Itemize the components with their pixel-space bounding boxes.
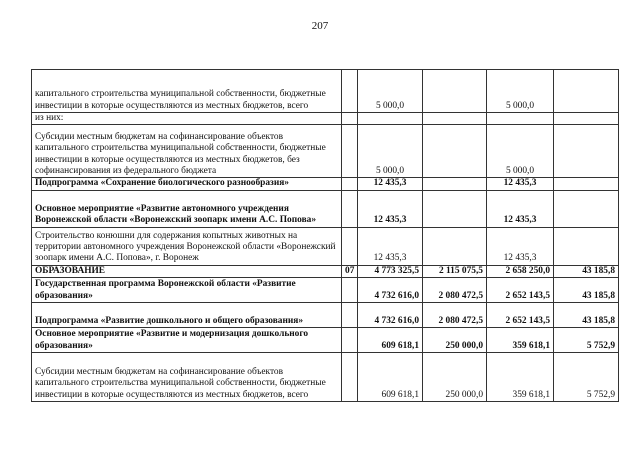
value-col2: 2 080 472,5	[423, 303, 487, 328]
value-col2: 250 000,0	[423, 353, 487, 402]
section-code	[342, 190, 358, 227]
table-row	[32, 113, 619, 125]
row-name: Строительство конюшни для содержания копытных животных на территории автономного учреждения Воронежской области «Воронежский зоопарк имени А.С. Попова», г. Воронеж	[32, 227, 342, 265]
row-name: Субсидии местным бюджетам на софинансирование объектов капитального строительства муниципальной собственности, бюджетные инвестиции в которые осуществляются из местных бюджетов, без софинансирования из федерального бюджета	[32, 125, 342, 178]
value-total: 5 000,0	[358, 125, 423, 178]
table-row	[32, 227, 619, 265]
value-col3: 5 000,0	[487, 70, 554, 113]
section-code	[342, 113, 358, 125]
value-col2	[423, 70, 487, 113]
value-col4: 5 752,9	[554, 328, 619, 353]
value-total	[358, 113, 423, 125]
value-total: 609 618,1	[358, 328, 423, 353]
value-col4: 43 185,8	[554, 265, 619, 277]
value-col3: 12 435,3	[487, 178, 554, 190]
value-col2	[423, 125, 487, 178]
section-code	[342, 278, 358, 303]
section-code	[342, 125, 358, 178]
value-col4: 43 185,8	[554, 278, 619, 303]
table-row	[32, 265, 619, 277]
value-col4	[554, 178, 619, 190]
value-col2	[423, 190, 487, 227]
value-total: 4 773 325,5	[358, 265, 423, 277]
section-code	[342, 227, 358, 265]
value-col4	[554, 227, 619, 265]
table-row	[32, 278, 619, 303]
section-code	[342, 328, 358, 353]
value-col3: 5 000,0	[487, 125, 554, 178]
value-total: 12 435,3	[358, 178, 423, 190]
row-name: ОБРАЗОВАНИЕ	[32, 265, 342, 277]
value-col4: 43 185,8	[554, 303, 619, 328]
section-code	[342, 70, 358, 113]
value-col3: 2 652 143,5	[487, 303, 554, 328]
row-name: из них:	[32, 113, 342, 125]
value-total: 5 000,0	[358, 70, 423, 113]
value-col3: 2 658 250,0	[487, 265, 554, 277]
row-name: Подпрограмма «Развитие дошкольного и общего образования»	[32, 303, 342, 328]
value-col3	[487, 113, 554, 125]
value-col2	[423, 178, 487, 190]
value-col4	[554, 113, 619, 125]
value-col4	[554, 70, 619, 113]
value-col4: 5 752,9	[554, 353, 619, 402]
table-row	[32, 190, 619, 227]
value-total: 4 732 616,0	[358, 278, 423, 303]
row-name: Подпрограмма «Сохранение биологического разнообразия»	[32, 178, 342, 190]
value-col3: 12 435,3	[487, 190, 554, 227]
value-col3: 359 618,1	[487, 328, 554, 353]
value-col3: 12 435,3	[487, 227, 554, 265]
table-row	[32, 70, 619, 113]
value-col3: 359 618,1	[487, 353, 554, 402]
section-code	[342, 178, 358, 190]
budget-table	[31, 69, 619, 402]
table-row	[32, 353, 619, 402]
table-row	[32, 328, 619, 353]
value-col2: 250 000,0	[423, 328, 487, 353]
value-col2	[423, 227, 487, 265]
row-name: Субсидии местным бюджетам на софинансирование объектов капитального строительства муниципальной собственности, бюджетные инвестиции в которые осуществляются из местных бюджетов, всего	[32, 353, 342, 402]
value-col2: 2 080 472,5	[423, 278, 487, 303]
table-row	[32, 303, 619, 328]
row-name: Основное мероприятие «Развитие и модернизация дошкольного образования»	[32, 328, 342, 353]
value-total: 609 618,1	[358, 353, 423, 402]
row-name: Основное мероприятие «Развитие автономного учреждения Воронежской области «Воронежский зоопарк имени А.С. Попова»	[32, 190, 342, 227]
row-name: Государственная программа Воронежской области «Развитие образования»	[32, 278, 342, 303]
table-row	[32, 125, 619, 178]
page-number: 207	[311, 20, 329, 32]
value-col4	[554, 190, 619, 227]
value-col2: 2 115 075,5	[423, 265, 487, 277]
value-total: 12 435,3	[358, 227, 423, 265]
value-total: 12 435,3	[358, 190, 423, 227]
value-col2	[423, 113, 487, 125]
section-code: 07	[342, 265, 358, 277]
section-code	[342, 303, 358, 328]
value-col3: 2 652 143,5	[487, 278, 554, 303]
budget-table-body	[32, 70, 619, 402]
row-name: капитального строительства муниципальной собственности, бюджетные инвестиции в которые осуществляются из местных бюджетов, всего	[32, 70, 342, 113]
value-total: 4 732 616,0	[358, 303, 423, 328]
table-row	[32, 178, 619, 190]
value-col4	[554, 125, 619, 178]
section-code	[342, 353, 358, 402]
